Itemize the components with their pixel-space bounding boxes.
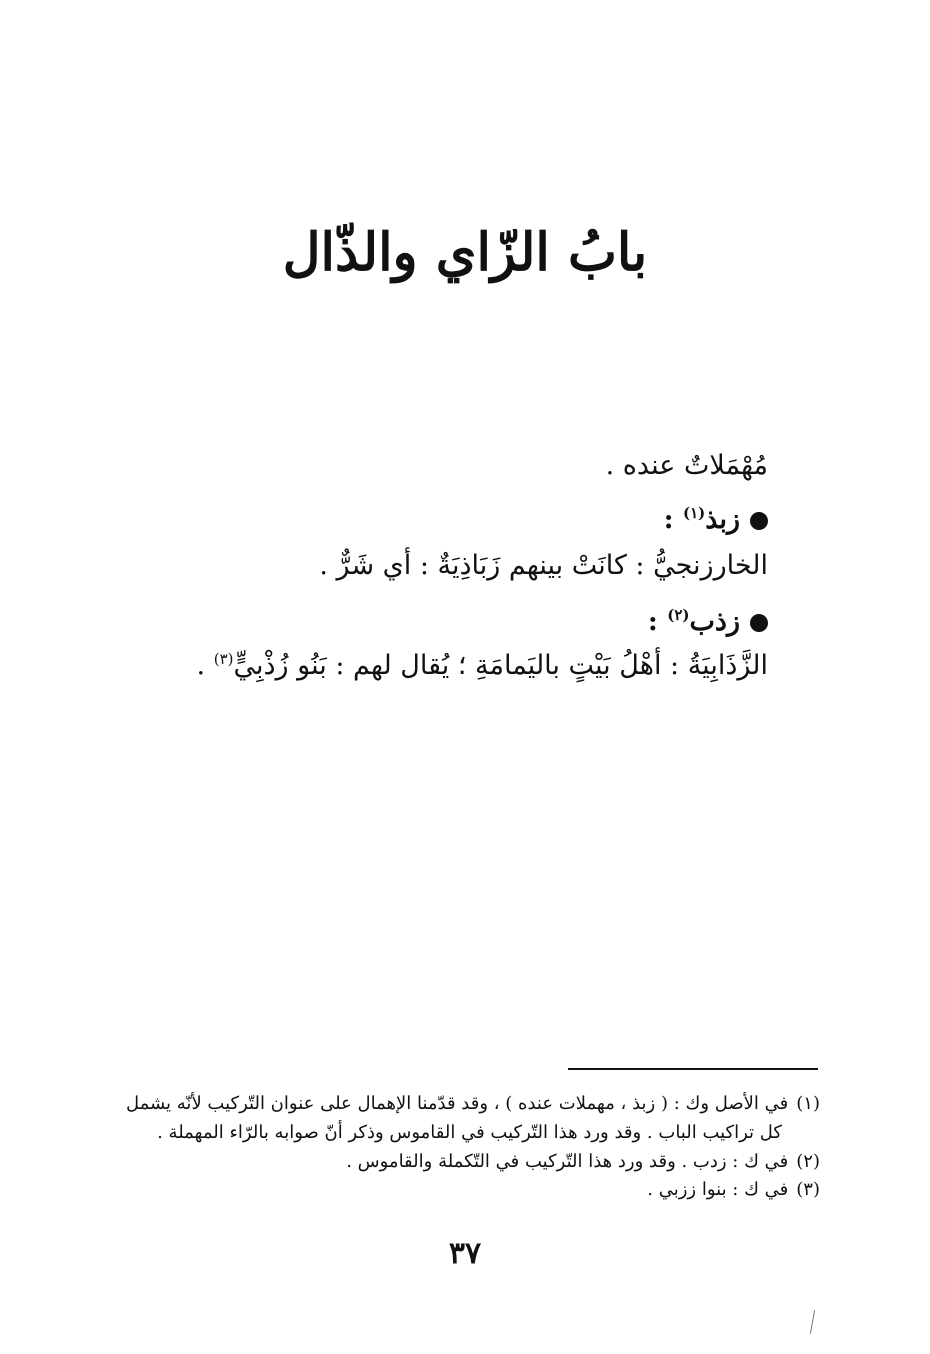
entry-root-2: زذب <box>689 606 740 637</box>
footnote-1-continuation: كل تراكيب الباب . وقد ورد هذا التّركيب في القاموس وذكر أنّ صوابه بالرّاء المهملة . <box>157 1121 782 1143</box>
entry-colon-1: : <box>663 504 683 535</box>
bullet-icon <box>750 614 768 632</box>
footnote-ref-2: (٢) <box>667 606 690 624</box>
footnote-number: (٢) <box>796 1150 820 1172</box>
footnote-number: (١) <box>796 1093 820 1114</box>
footnote-ref-1: (١) <box>682 504 706 522</box>
entry-text-2 <box>148 648 768 683</box>
intro-line: مُهْمَلاتٌ عنده . <box>605 450 768 481</box>
chapter-title: بابُ الزّاي والذّال <box>282 222 648 283</box>
footnote-text: في الأصل وك : ( زبذ ، مهملات عنده ) ، وقد قدّمنا الإهمال على عنوان التّركيب لأنّه يشمل <box>125 1093 789 1114</box>
entry-heading-2 <box>148 604 768 639</box>
footnote-ref-3: (٣) <box>213 650 234 668</box>
footnote-1 <box>100 1090 820 1119</box>
entry-text-1: الخارزنجيُّ : كانَتْ بينهم زَبَاذِيَةٌ : أي شَرٌّ . <box>319 550 768 581</box>
entry-text-2-main: الزَّذَابِيَةُ : أهْلُ بَيْتٍ باليَمامَةِ ؛ يُقال لهم : بَنُو زُذْبِيٍّ <box>233 650 768 681</box>
scan-artifact <box>810 1310 815 1334</box>
footnote-divider <box>568 1068 818 1070</box>
footnote-text: في ك : زدب . وقد ورد هذا التّركيب في التّكملة والقاموس . <box>346 1150 789 1172</box>
entry-colon-2: : <box>647 606 668 637</box>
footnote-2 <box>100 1148 820 1177</box>
bullet-icon <box>750 512 768 530</box>
entry-text-2-end: . <box>196 650 214 681</box>
footnote-3 <box>100 1176 820 1205</box>
footnote-text: في ك : بنوا ززبي . <box>647 1179 789 1201</box>
page-number: ٣٧ <box>448 1236 482 1271</box>
entry-root-1: زبذ <box>705 504 740 535</box>
entry-heading-1 <box>148 502 768 537</box>
footnote-number: (٣) <box>796 1179 820 1201</box>
footnotes-section <box>100 1090 820 1205</box>
